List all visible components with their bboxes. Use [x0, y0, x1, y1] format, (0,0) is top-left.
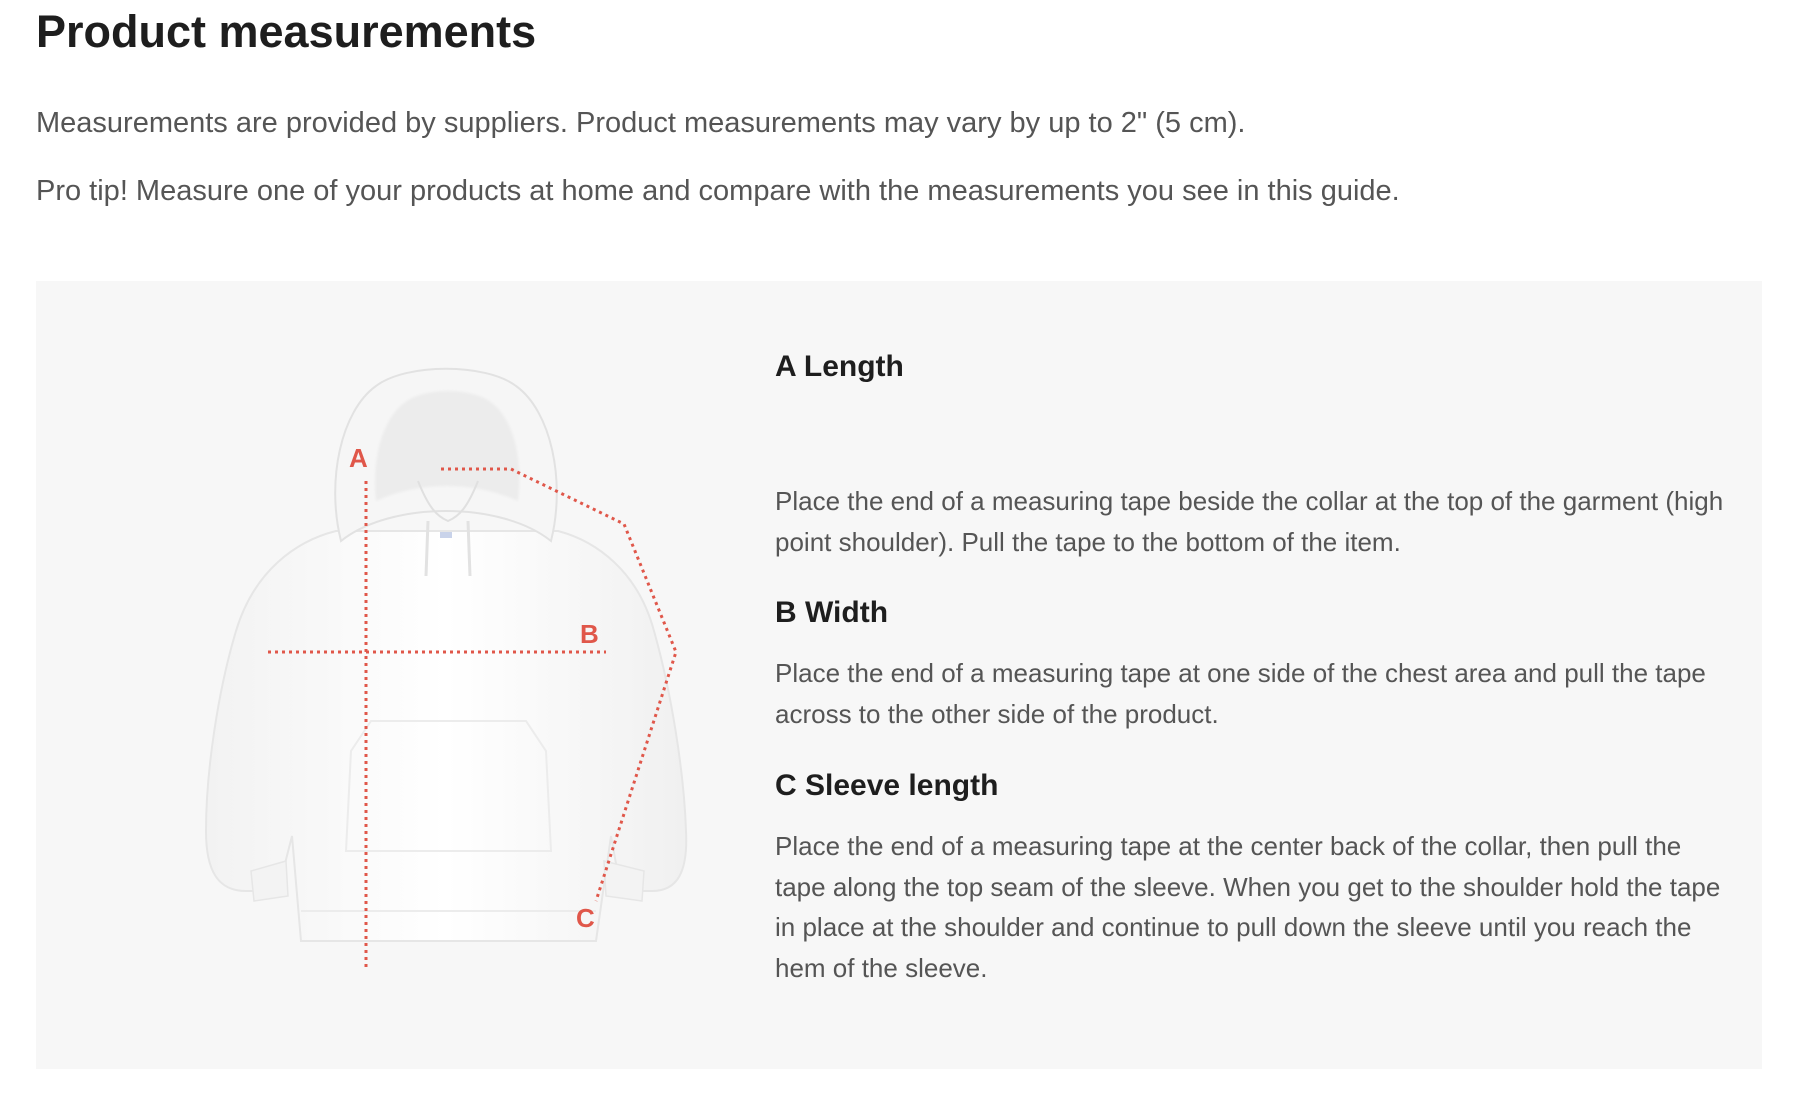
description-a-length: Place the end of a measuring tape beside the collar at the top of the garment (high point shoulder). Pull the tape to the bottom of the item. [775, 486, 1724, 557]
heading-a-length: A Length [775, 350, 904, 383]
label-a: A [349, 443, 368, 473]
description-c-sleeve-length: Place the end of a measuring tape at the center back of the collar, then pull the tape along the top seam of the sleeve. When you get to the shoulder hold the tape in place at the shoulder and continue to pull down the sleeve until you reach the hem of the sleeve. [775, 831, 1721, 983]
hoodie-silhouette [206, 369, 686, 941]
label-b: B [580, 619, 599, 649]
heading-c-sleeve-length: C Sleeve length [775, 769, 999, 802]
description-b-width: Place the end of a measuring tape at one side of the chest area and pull the tape across to the other side of the product. [775, 658, 1706, 729]
label-c: C [576, 903, 595, 933]
intro-pro-tip: Pro tip! Measure one of your products at home and compare with the measurements you see in this guide. [36, 175, 1400, 207]
measurement-guide-panel [36, 281, 1762, 1069]
measurement-diagram [166, 331, 726, 971]
page-title: Product measurements [36, 6, 537, 57]
intro-disclaimer: Measurements are provided by suppliers. Product measurements may vary by up to 2" (5 cm). [36, 107, 1246, 139]
hoodie-icon [166, 331, 726, 971]
heading-b-width: B Width [775, 596, 889, 629]
